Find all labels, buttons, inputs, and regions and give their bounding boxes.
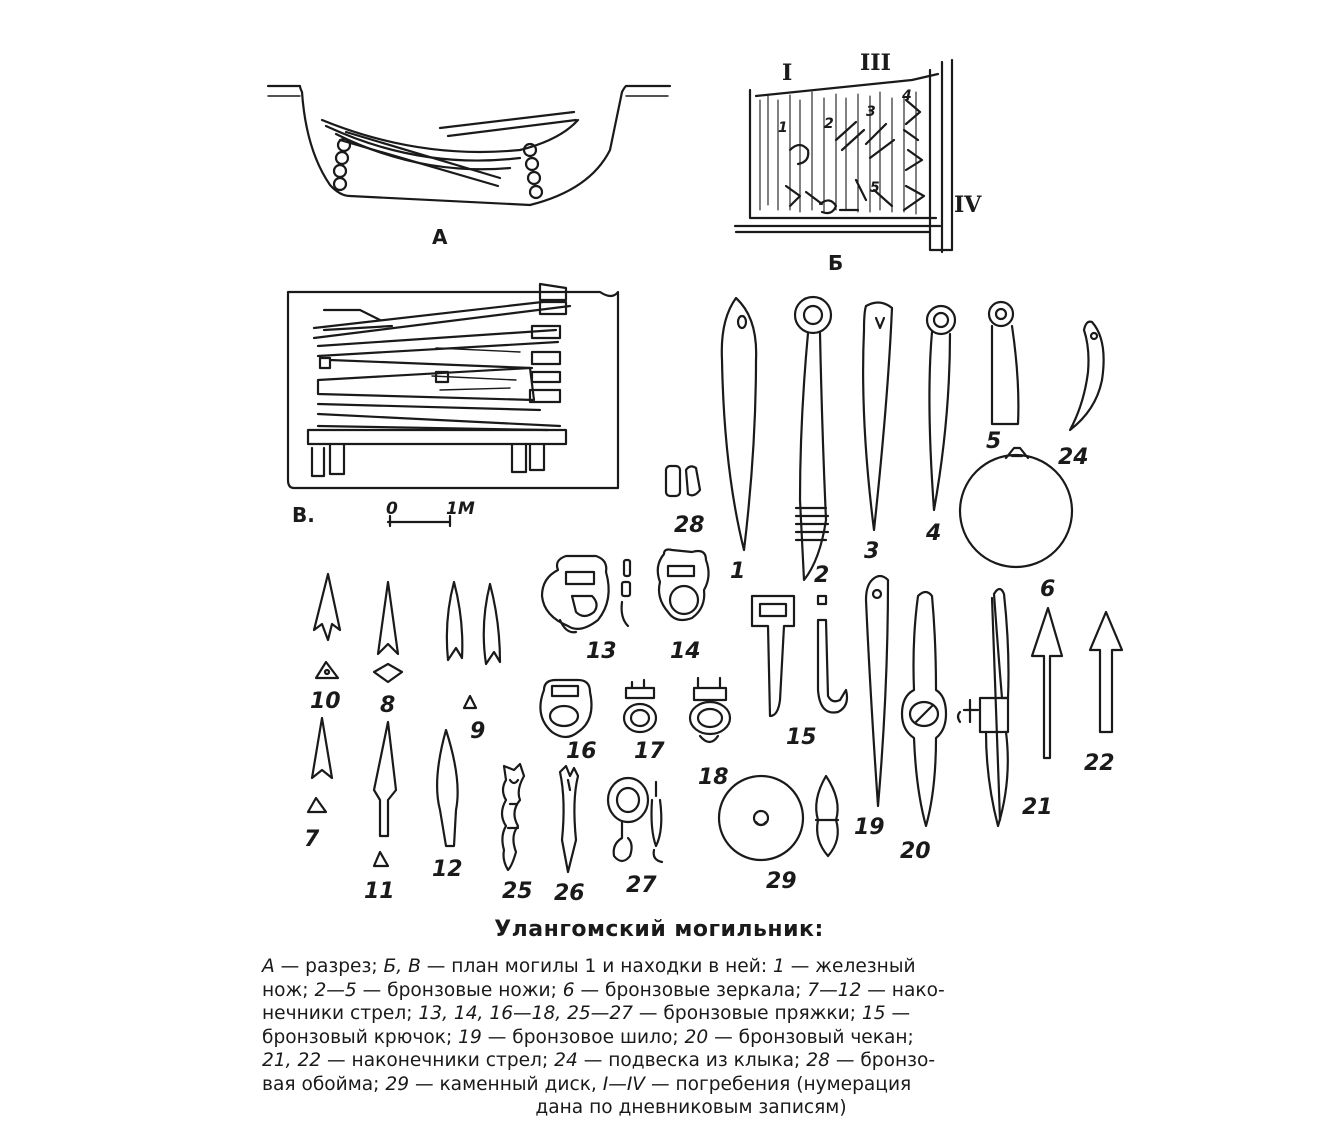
knife-2-drawing [795, 297, 831, 580]
stone-disc-29-drawing [719, 776, 838, 860]
item-label-4: 4 [926, 521, 942, 546]
item-label-29: 29 [766, 869, 797, 894]
caption-fragment: — бронзо- [829, 1050, 936, 1071]
knife-4-drawing [927, 306, 955, 510]
caption-fragment: бронзовый крючок; [262, 1026, 459, 1048]
caption-line [262, 1002, 1120, 1026]
caption-fragment: Б, В [383, 956, 421, 977]
caption-fragment: — [885, 1003, 911, 1024]
caption-fragment: — наконечники стрел; [321, 1050, 555, 1071]
item-label-10: 10 [310, 689, 341, 714]
caption-fragment: I—IV [602, 1073, 646, 1095]
item-label-2: 2 [814, 563, 830, 588]
pick-axe-20-drawing [902, 592, 946, 826]
caption-fragment: — подвеска из клыка; [577, 1050, 807, 1071]
item-label-7: 7 [304, 827, 320, 852]
grave-plan-number-5: 5 [870, 180, 880, 196]
caption-fragment: дана по дневниковым записям) [535, 1097, 847, 1118]
caption-fragment: 20 [684, 1026, 709, 1048]
dagger-drawing [958, 589, 1009, 826]
caption-fragment: — бронзовые зеркала; [574, 979, 808, 1001]
buckles-25-27-drawing [502, 764, 662, 872]
tusk-pendant-24-drawing [1070, 322, 1104, 430]
caption-fragment: — бронзовые пряжки; [633, 1003, 862, 1024]
caption-fragment: — нако- [861, 979, 945, 1001]
item-label-9: 9 [470, 719, 486, 744]
log-frame-plan-drawing [288, 284, 618, 488]
item-label-21: 21 [1022, 795, 1053, 820]
caption-fragment: 21, 22 [262, 1050, 322, 1071]
item-label-22: 22 [1084, 751, 1115, 776]
grave-plan-drawing [735, 60, 952, 252]
caption-fragment: 13, 14, 16—18, 25—27 [418, 1003, 634, 1024]
item-label-27: 27 [626, 873, 657, 898]
item-label-15: 15 [786, 725, 817, 750]
mirror-6-drawing [960, 448, 1072, 567]
scale-label-zero: 0 [386, 499, 398, 519]
caption-fragment: 28 [806, 1050, 830, 1071]
caption-line [262, 955, 1120, 979]
burial-label-iv: IV [954, 192, 982, 218]
item-label-28: 28 [674, 513, 705, 538]
item-label-18: 18 [698, 765, 729, 790]
item-label-17: 17 [634, 739, 665, 764]
item-label-12: 12 [432, 857, 463, 882]
item-label-25: 25 [502, 879, 533, 904]
caption-fragment: 6 [562, 979, 575, 1001]
caption-fragment: 19 [458, 1026, 482, 1048]
item-label-8: 8 [380, 693, 396, 718]
arrowheads-21-22-drawing [1032, 608, 1122, 758]
caption-fragment: А [262, 956, 275, 977]
item-label-24: 24 [1058, 445, 1089, 470]
item-label-16: 16 [566, 739, 597, 764]
hook-15-drawing [752, 596, 847, 716]
caption-fragment: — разрез; [274, 956, 384, 977]
caption-fragment: вая обойма; [262, 1073, 386, 1095]
caption-line [262, 1026, 1120, 1050]
caption-line [262, 1073, 1120, 1097]
scale-label-one-meter: 1M [446, 499, 475, 519]
item-label-13: 13 [586, 639, 617, 664]
grave-plan-number-2: 2 [824, 116, 834, 132]
item-label-5: 5 [986, 429, 1002, 454]
caption-line [262, 979, 1120, 1003]
caption-fragment: — бронзовое шило; [481, 1026, 685, 1048]
knife-1-drawing [722, 298, 756, 550]
grave-plan-number-1: 1 [778, 120, 788, 136]
caption-fragment: 29 [385, 1073, 410, 1095]
item-label-6: 6 [1040, 577, 1056, 602]
item-label-14: 14 [670, 639, 701, 664]
panel-label-v: В. [292, 503, 315, 527]
caption-fragment: 7—12 [807, 979, 862, 1001]
item-label-26: 26 [554, 881, 585, 905]
panel-label-b: Б [828, 251, 844, 275]
burial-label-i: I [782, 60, 793, 86]
caption-fragment: 2—5 [314, 979, 357, 1001]
caption-fragment: — железный [784, 956, 916, 977]
buckles-drawing [540, 550, 730, 743]
grave-section-drawing [268, 86, 670, 205]
item-label-11: 11 [364, 879, 395, 904]
caption-fragment: 15 [861, 1003, 886, 1024]
figure-caption-body [262, 955, 1120, 1120]
caption-fragment: нечники стрел; [262, 1003, 419, 1024]
caption-line [262, 1096, 1120, 1120]
caption-fragment: — бронзовые ножи; [356, 979, 563, 1001]
caption-fragment: 1 [773, 956, 785, 977]
item-label-19: 19 [854, 815, 885, 840]
panel-label-a: А [432, 225, 448, 249]
caption-line [262, 1049, 1120, 1073]
knife-3-drawing [863, 302, 892, 530]
caption-fragment: — каменный диск, [409, 1073, 603, 1095]
knife-5-drawing [989, 302, 1018, 424]
grave-plan-number-3: 3 [866, 104, 876, 120]
item-label-3: 3 [864, 539, 880, 564]
awl-19-drawing [866, 576, 888, 806]
caption-fragment: — план могилы 1 и находки в ней: [420, 956, 774, 977]
burial-label-iii: III [860, 50, 891, 76]
mount-28-drawing [666, 466, 700, 496]
item-label-20: 20 [900, 839, 931, 864]
figure-caption-title: Улангомский могильник: [494, 917, 824, 942]
item-label-1: 1 [730, 559, 746, 584]
caption-fragment: — погребения (нумерация [645, 1073, 912, 1095]
caption-fragment: нож; [262, 979, 315, 1001]
caption-fragment: 24 [554, 1050, 578, 1071]
caption-fragment: — бронзовый чекан; [708, 1026, 914, 1048]
grave-plan-number-4: 4 [902, 88, 912, 104]
